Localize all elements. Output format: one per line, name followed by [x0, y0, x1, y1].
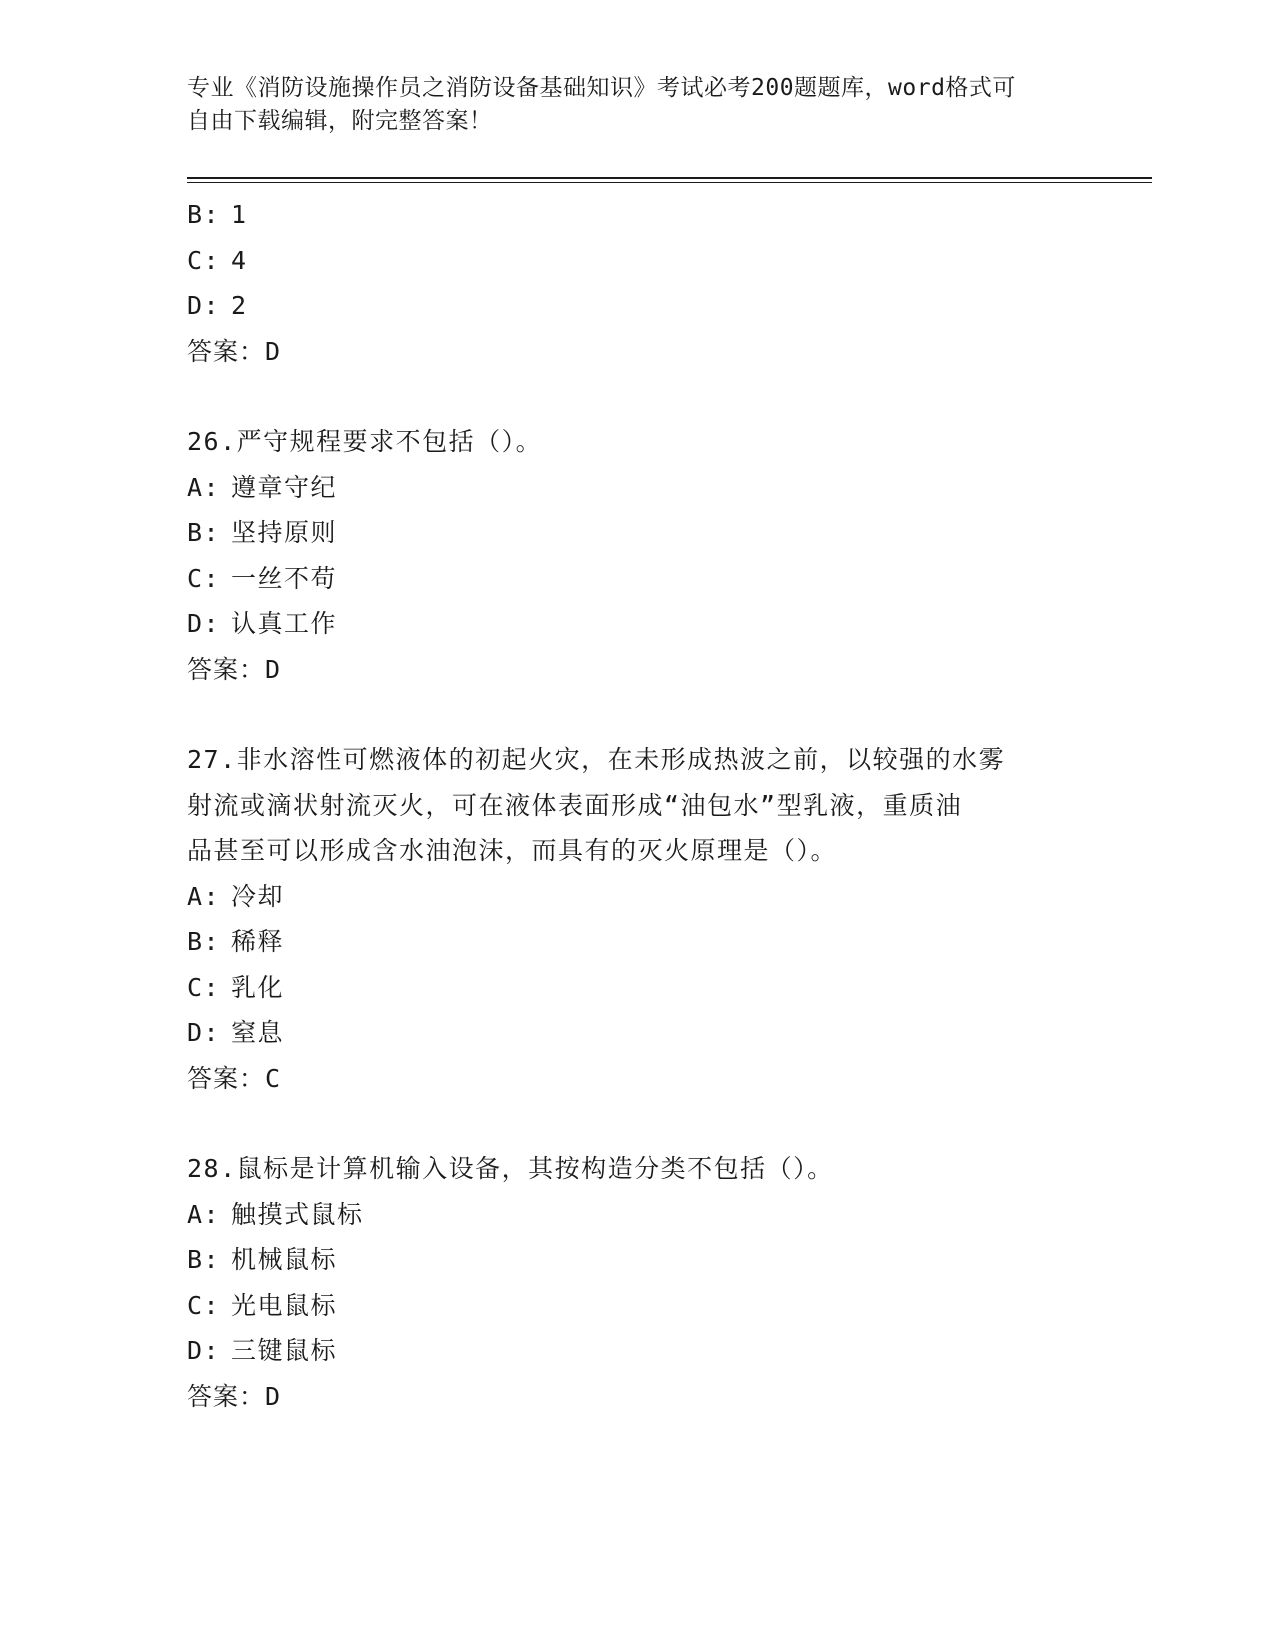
header-title-line-1: 专业《消防设施操作员之消防设备基础知识》考试必考200题题库，word格式可	[187, 75, 1016, 101]
option-b: B: 机械鼠标	[187, 1245, 338, 1274]
option-b: B: 1	[187, 200, 248, 229]
question-stem-line-3: 品甚至可以形成含水油泡沫，而具有的灭火原理是（）。	[187, 836, 838, 865]
header-title-line-2: 自由下载编辑，附完整答案！	[187, 108, 493, 134]
answer-line: 答案：D	[187, 654, 282, 684]
question-stem: 28.鼠标是计算机输入设备，其按构造分类不包括（）。	[187, 1154, 834, 1183]
question-stem: 26.严守规程要求不包括（）。	[187, 427, 543, 456]
header-divider-thin	[187, 182, 1152, 183]
question-stem-line-1: 27.非水溶性可燃液体的初起火灾，在未形成热波之前，以较强的水雾	[187, 745, 1006, 774]
answer-line: 答案：D	[187, 336, 282, 366]
option-b: B: 稀释	[187, 927, 285, 956]
option-c: C: 乳化	[187, 972, 285, 1002]
option-c: C: 光电鼠标	[187, 1290, 338, 1320]
option-a: A: 冷却	[187, 881, 285, 911]
spacer	[187, 1101, 1087, 1146]
answer-line: 答案：D	[187, 1381, 282, 1411]
option-a: A: 遵章守纪	[187, 472, 338, 502]
answer-line: 答案：C	[187, 1063, 282, 1093]
option-d: D: 2	[187, 291, 248, 320]
option-c: C: 一丝不苟	[187, 563, 338, 593]
page-header	[187, 72, 1087, 138]
option-c: C: 4	[187, 245, 248, 275]
question-block-27	[187, 737, 1087, 1101]
question-block-partial	[187, 192, 1087, 374]
question-list	[187, 192, 1087, 1419]
question-block-28	[187, 1146, 1087, 1419]
question-stem-line-2: 射流或滴状射流灭火，可在液体表面形成“油包水”型乳液，重质油	[187, 790, 963, 820]
spacer	[187, 692, 1087, 737]
option-a: A: 触摸式鼠标	[187, 1199, 364, 1229]
option-d: D: 认真工作	[187, 609, 338, 638]
spacer	[187, 374, 1087, 419]
option-d: D: 窒息	[187, 1018, 285, 1047]
question-block-26	[187, 419, 1087, 692]
header-divider-thick	[187, 177, 1152, 179]
option-b: B: 坚持原则	[187, 518, 338, 547]
option-d: D: 三键鼠标	[187, 1336, 338, 1365]
